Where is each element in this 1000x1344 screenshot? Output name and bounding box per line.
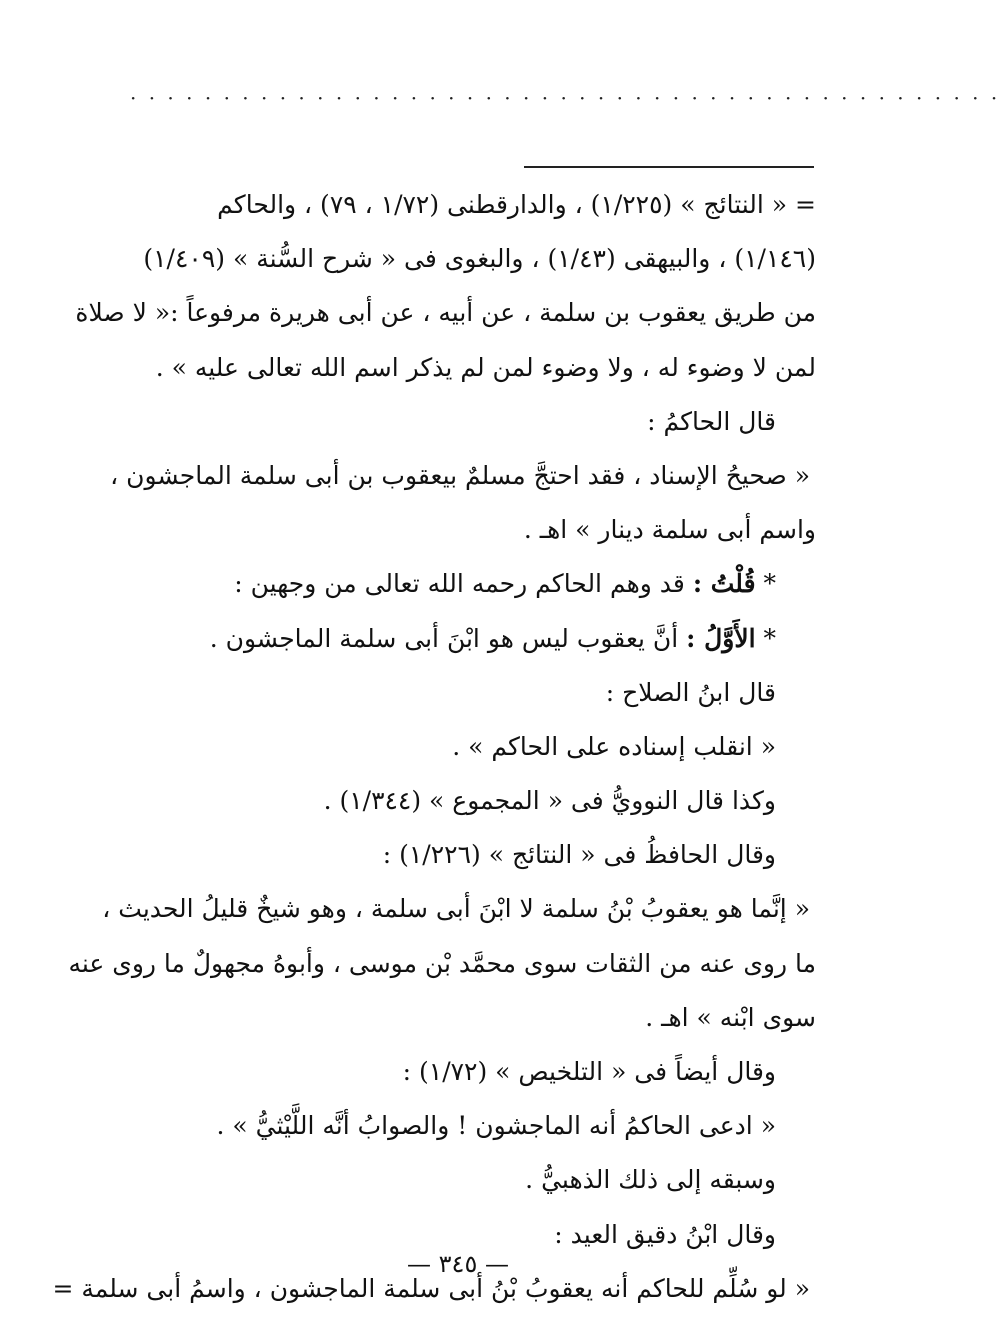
text-line-first-point bbox=[104, 612, 816, 666]
text-line: وقال أيضاً فى « التلخيص » (١/٧٢) : bbox=[402, 1057, 776, 1086]
asterisk-marker: * bbox=[763, 569, 776, 599]
text-line: وقال الحافظُ فى « النتائج » (١/٢٢٦) : bbox=[382, 840, 776, 870]
footnote-separator bbox=[524, 166, 814, 168]
text-line: قال الحاكمُ : bbox=[647, 406, 776, 436]
awwal-label: الأَوَّلُ : bbox=[686, 623, 756, 653]
text-line: وكذا قال النوويُّ فى « المجموع » (١/٣٤٤) . bbox=[323, 786, 776, 816]
text-line: (١/١٤٦) ، والبيهقى (١/٤٣) ، والبغوى فى « شرح السُّنة » (١/٤٠٩) bbox=[143, 244, 816, 274]
text-line: « لو سُلِّم للحاكم أنه يعقوبُ بْنُ أبى سلمة الماجشون ، واسمُ أبى سلمة = bbox=[52, 1273, 810, 1303]
text-line: من طريق يعقوب بن سلمة ، عن أبيه ، عن أبى هريرة مرفوعاً :« لا صلاة bbox=[75, 298, 816, 328]
body-text bbox=[52, 178, 816, 1316]
page-number: — ٣٤٥ — bbox=[407, 1250, 509, 1278]
text-line-content: أنَّ يعقوب ليس هو ابْنَ أبى سلمة الماجشون . bbox=[209, 623, 679, 653]
text-line: ما روى عنه من الثقات سوى محمَّد بْن موسى ، وأبوهُ مجهولٌ ما روى عنه bbox=[68, 948, 816, 978]
text-line: وسبقه إلى ذلك الذهبيُّ . bbox=[525, 1165, 776, 1195]
text-line: « انقلب إسناده على الحاكم » . bbox=[452, 731, 776, 761]
text-line: وقال ابْنُ دقيق العيد : bbox=[554, 1219, 776, 1249]
text-line: « ادعى الحاكمُ أنه الماجشون ! والصوابُ أنَّه اللَّيْثيُّ » . bbox=[216, 1111, 776, 1141]
header-dotted-rule: · · · · · · · · · · · · · · · · · · · · · · · · · · · · · · · · · · · · · · · · · · · · · · · bbox=[130, 86, 1000, 110]
text-line-content: قد وهم الحاكم رحمه الله تعالى من وجهين : bbox=[234, 569, 685, 599]
text-line-qultu bbox=[104, 557, 816, 611]
text-line: واسم أبى سلمة دينار » اهـ . bbox=[523, 515, 816, 545]
text-line: سوى ابْنه » اهـ . bbox=[645, 1002, 816, 1032]
qultu-label: قُلْتُ : bbox=[692, 569, 756, 599]
asterisk-marker: * bbox=[763, 623, 776, 653]
text-line: « صحيحُ الإسناد ، فقد احتجَّ مسلمٌ بيعقوب بن أبى سلمة الماجشون ، bbox=[110, 460, 810, 490]
text-line: « إنَّما هو يعقوبُ بْنُ سلمة لا ابْنَ أبى سلمة ، وهو شيخٌ قليلُ الحديث ، bbox=[102, 894, 810, 924]
text-line: = « النتائج » (١/٢٢٥) ، والدارقطنى (١/٧٢ ، ٧٩) ، والحاكم bbox=[217, 190, 816, 219]
text-line: لمن لا وضوء له ، ولا وضوء لمن لم يذكر اسم الله تعالى عليه » . bbox=[155, 352, 816, 382]
text-line: قال ابنُ الصلاح : bbox=[605, 677, 776, 707]
